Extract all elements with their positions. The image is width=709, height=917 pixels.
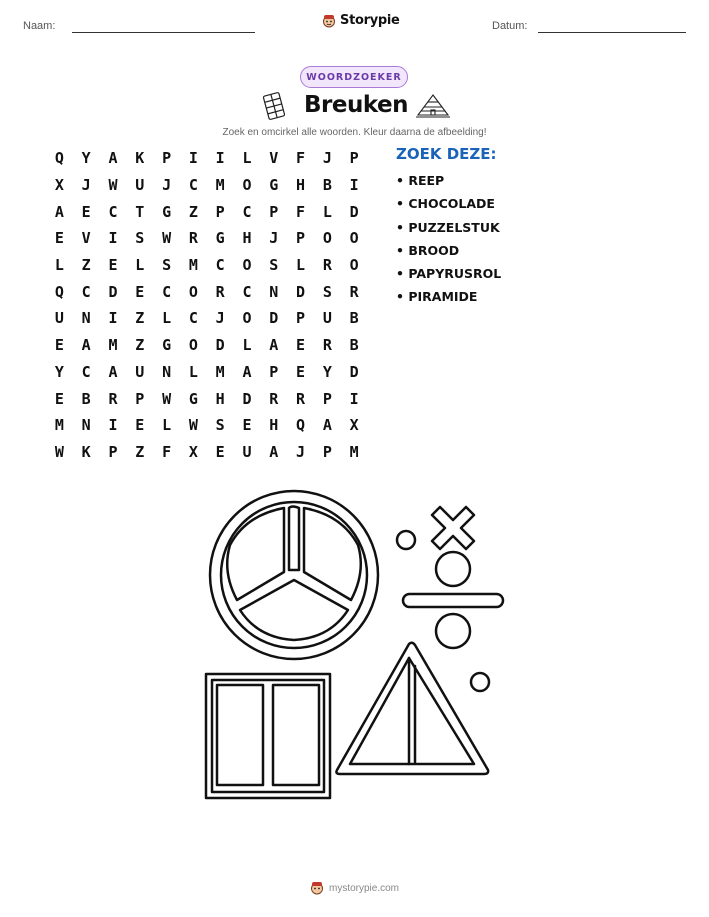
grid-letter[interactable]: L	[242, 336, 252, 355]
grid-letter[interactable]: Z	[135, 309, 145, 328]
grid-letter[interactable]: R	[296, 389, 306, 408]
chocolate-bar-icon	[260, 91, 288, 121]
divide-sign-shape	[403, 552, 503, 648]
grid-letter[interactable]: J	[162, 176, 172, 195]
grid-letter[interactable]: H	[215, 389, 225, 408]
grid-row	[46, 412, 368, 439]
grid-letter[interactable]: M	[108, 336, 118, 355]
grid-letter[interactable]: L	[135, 256, 145, 275]
grid-letter[interactable]: R	[322, 336, 332, 355]
grid-letter[interactable]: A	[242, 362, 252, 381]
small-circle-shape	[397, 531, 415, 549]
grid-row	[46, 145, 368, 172]
grid-letter[interactable]: W	[188, 416, 198, 435]
grid-letter[interactable]: L	[322, 202, 332, 221]
word-list-item: • CHOCOLADE	[396, 196, 495, 212]
grid-letter[interactable]: C	[188, 309, 198, 328]
grid-letter[interactable]: S	[269, 256, 279, 275]
grid-letter[interactable]: D	[269, 309, 279, 328]
grid-letter[interactable]: J	[269, 229, 279, 248]
grid-letter[interactable]: F	[162, 442, 172, 461]
footer	[0, 881, 709, 895]
grid-letter[interactable]: L	[162, 309, 172, 328]
grid-letter[interactable]: R	[188, 229, 198, 248]
grid-letter[interactable]: J	[296, 442, 306, 461]
grid-letter[interactable]: O	[188, 282, 198, 301]
grid-letter[interactable]: C	[215, 256, 225, 275]
grid-letter[interactable]: G	[188, 389, 198, 408]
grid-row	[46, 332, 368, 359]
grid-letter[interactable]: P	[269, 362, 279, 381]
grid-letter[interactable]: I	[108, 229, 118, 248]
grid-letter[interactable]: U	[135, 176, 145, 195]
grid-letter[interactable]: C	[108, 202, 118, 221]
grid-letter[interactable]: Y	[54, 362, 64, 381]
grid-letter[interactable]: A	[108, 149, 118, 168]
grid-letter[interactable]: H	[296, 176, 306, 195]
grid-letter[interactable]: D	[349, 202, 359, 221]
grid-letter[interactable]: U	[242, 442, 252, 461]
word-list-item: • BROOD	[396, 242, 460, 258]
grid-letter[interactable]: L	[296, 256, 306, 275]
word-list-item: • REEP	[396, 173, 445, 188]
grid-row	[46, 278, 368, 305]
grid-letter[interactable]: A	[108, 362, 118, 381]
grid-letter[interactable]: E	[242, 416, 252, 435]
grid-letter[interactable]: I	[108, 309, 118, 328]
grid-letter[interactable]: U	[54, 309, 64, 328]
grid-letter[interactable]: Z	[135, 442, 145, 461]
grid-letter[interactable]: T	[135, 202, 145, 221]
grid-letter[interactable]: R	[269, 389, 279, 408]
grid-letter[interactable]: P	[322, 442, 332, 461]
grid-letter[interactable]: C	[81, 362, 91, 381]
grid-letter[interactable]: F	[296, 202, 306, 221]
grid-letter[interactable]: P	[296, 309, 306, 328]
grid-letter[interactable]: A	[81, 336, 91, 355]
grid-letter[interactable]: E	[81, 202, 91, 221]
grid-letter[interactable]: O	[322, 229, 332, 248]
grid-letter[interactable]: W	[108, 176, 118, 195]
grid-letter[interactable]: O	[349, 229, 359, 248]
grid-letter[interactable]: I	[108, 416, 118, 435]
grid-letter[interactable]: I	[215, 149, 225, 168]
grid-row	[46, 172, 368, 199]
grid-letter[interactable]: D	[296, 282, 306, 301]
grid-letter[interactable]: M	[349, 442, 359, 461]
multiply-sign-shape	[432, 507, 474, 549]
grid-letter[interactable]: D	[215, 336, 225, 355]
grid-letter[interactable]: P	[269, 202, 279, 221]
grid-letter[interactable]: B	[349, 309, 359, 328]
grid-letter[interactable]: Z	[188, 202, 198, 221]
grid-letter[interactable]: Q	[296, 416, 306, 435]
instructions-text: Zoek en omcirkel alle woorden. Kleur daarna de afbeelding!	[222, 127, 487, 138]
grid-letter[interactable]: Y	[81, 149, 91, 168]
grid-letter[interactable]: U	[322, 309, 332, 328]
grid-letter[interactable]: M	[54, 416, 64, 435]
page-title: Breuken	[304, 92, 408, 118]
grid-letter[interactable]: I	[349, 176, 359, 195]
grid-letter[interactable]: K	[81, 442, 91, 461]
grid-row	[46, 225, 368, 252]
grid-letter[interactable]: G	[215, 229, 225, 248]
grid-letter[interactable]: V	[269, 149, 279, 168]
grid-letter[interactable]: W	[54, 442, 64, 461]
grid-letter[interactable]: S	[162, 256, 172, 275]
grid-letter[interactable]: M	[215, 176, 225, 195]
grid-letter[interactable]: Q	[54, 282, 64, 301]
coloring-picture[interactable]	[196, 488, 516, 808]
grid-letter[interactable]: P	[135, 389, 145, 408]
name-label: Naam:	[23, 20, 56, 32]
name-line[interactable]	[72, 32, 255, 33]
fraction-triangle-shape	[336, 643, 488, 774]
category-badge-text: WOORDZOEKER	[306, 71, 402, 83]
grid-letter[interactable]: P	[215, 202, 225, 221]
grid-letter[interactable]: P	[322, 389, 332, 408]
grid-letter[interactable]: C	[242, 282, 252, 301]
grid-letter[interactable]: M	[215, 362, 225, 381]
grid-letter[interactable]: O	[242, 309, 252, 328]
grid-letter[interactable]: N	[81, 309, 91, 328]
grid-letter[interactable]: W	[162, 229, 172, 248]
grid-letter[interactable]: L	[188, 362, 198, 381]
grid-letter[interactable]: L	[162, 416, 172, 435]
grid-letter[interactable]: N	[81, 416, 91, 435]
grid-letter[interactable]: S	[215, 416, 225, 435]
grid-letter[interactable]: F	[296, 149, 306, 168]
grid-letter[interactable]: L	[242, 149, 252, 168]
grid-letter[interactable]: Z	[81, 256, 91, 275]
grid-letter[interactable]: S	[322, 282, 332, 301]
grid-row	[46, 385, 368, 412]
grid-letter[interactable]: H	[242, 229, 252, 248]
grid-letter[interactable]: C	[188, 176, 198, 195]
grid-letter[interactable]: C	[162, 282, 172, 301]
word-list-title: ZOEK DEZE:	[396, 145, 497, 163]
instructions	[0, 127, 709, 138]
grid-letter[interactable]: P	[349, 149, 359, 168]
footer-link[interactable]: mystorypie.com	[328, 882, 399, 894]
grid-letter[interactable]: W	[162, 389, 172, 408]
grid-letter[interactable]: A	[54, 202, 64, 221]
grid-row	[46, 439, 368, 466]
storypie-mascot-icon	[310, 881, 324, 895]
grid-letter[interactable]: R	[108, 389, 118, 408]
grid-letter[interactable]: I	[188, 149, 198, 168]
word-search-grid[interactable]	[46, 145, 368, 465]
grid-letter[interactable]: X	[349, 416, 359, 435]
grid-letter[interactable]: Z	[135, 336, 145, 355]
grid-letter[interactable]: R	[349, 282, 359, 301]
grid-letter[interactable]: E	[54, 229, 64, 248]
grid-letter[interactable]: G	[162, 202, 172, 221]
grid-letter[interactable]: O	[242, 256, 252, 275]
grid-letter[interactable]: K	[135, 149, 145, 168]
grid-letter[interactable]: B	[322, 176, 332, 195]
grid-letter[interactable]: D	[349, 362, 359, 381]
grid-letter[interactable]: G	[269, 176, 279, 195]
grid-letter[interactable]: D	[242, 389, 252, 408]
grid-letter[interactable]: O	[242, 176, 252, 195]
grid-letter[interactable]: A	[269, 336, 279, 355]
grid-letter[interactable]: P	[296, 229, 306, 248]
grid-letter[interactable]: A	[269, 442, 279, 461]
fraction-pie-shape	[210, 491, 378, 659]
fraction-rectangle-shape	[206, 674, 330, 798]
grid-letter[interactable]: N	[162, 362, 172, 381]
grid-letter[interactable]: B	[81, 389, 91, 408]
grid-letter[interactable]: B	[349, 336, 359, 355]
grid-row	[46, 305, 368, 332]
grid-letter[interactable]: X	[54, 176, 64, 195]
grid-letter[interactable]: S	[135, 229, 145, 248]
word-list	[396, 171, 501, 311]
grid-letter[interactable]: X	[188, 442, 198, 461]
grid-letter[interactable]: M	[188, 256, 198, 275]
grid-row	[46, 198, 368, 225]
grid-letter[interactable]: V	[81, 229, 91, 248]
grid-letter[interactable]: E	[135, 282, 145, 301]
grid-row	[46, 359, 368, 386]
grid-letter[interactable]: R	[215, 282, 225, 301]
grid-row	[46, 252, 368, 279]
grid-letter[interactable]: L	[54, 256, 64, 275]
grid-letter[interactable]: O	[349, 256, 359, 275]
grid-letter[interactable]: D	[108, 282, 118, 301]
grid-letter[interactable]: J	[322, 149, 332, 168]
word-list-item: • PIRAMIDE	[396, 289, 478, 305]
grid-letter[interactable]: C	[242, 202, 252, 221]
grid-letter[interactable]: O	[188, 336, 198, 355]
date-line[interactable]	[538, 32, 686, 33]
date-label: Datum:	[492, 20, 528, 32]
grid-letter[interactable]: E	[215, 442, 225, 461]
grid-letter[interactable]: I	[349, 389, 359, 408]
grid-letter[interactable]: E	[296, 362, 306, 381]
grid-letter[interactable]: N	[269, 282, 279, 301]
grid-letter[interactable]: E	[108, 256, 118, 275]
small-circle-shape	[471, 673, 489, 691]
grid-letter[interactable]: A	[322, 416, 332, 435]
category-badge	[300, 66, 408, 88]
grid-letter[interactable]: J	[81, 176, 91, 195]
grid-letter[interactable]: E	[135, 416, 145, 435]
grid-letter[interactable]: Q	[54, 149, 64, 168]
brand-name: Storypie	[340, 13, 400, 28]
brand-logo	[322, 13, 400, 28]
grid-letter[interactable]: H	[269, 416, 279, 435]
grid-letter[interactable]: P	[162, 149, 172, 168]
grid-letter[interactable]: Y	[322, 362, 332, 381]
grid-letter[interactable]: U	[135, 362, 145, 381]
grid-letter[interactable]: J	[215, 309, 225, 328]
grid-letter[interactable]: E	[54, 389, 64, 408]
grid-letter[interactable]: G	[162, 336, 172, 355]
grid-letter[interactable]: E	[296, 336, 306, 355]
storypie-mascot-icon	[322, 14, 336, 28]
grid-letter[interactable]: C	[81, 282, 91, 301]
pyramid-icon	[414, 93, 452, 119]
word-list-item: • PAPYRUSROL	[396, 266, 502, 282]
grid-letter[interactable]: R	[322, 256, 332, 275]
word-list-item: • PUZZELSTUK	[396, 219, 500, 235]
grid-letter[interactable]: P	[108, 442, 118, 461]
grid-letter[interactable]: E	[54, 336, 64, 355]
